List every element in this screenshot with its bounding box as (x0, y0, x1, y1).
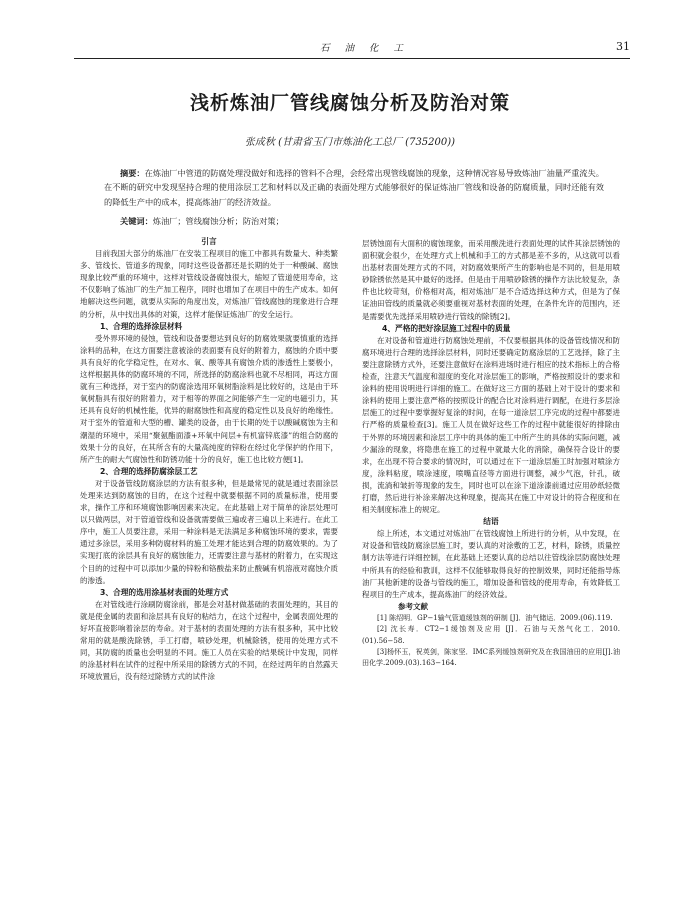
reference-item: [2] 沈长寿．CT2−1缓蚀剂及应用 [J]．石油与天然气化工．2010.(01).56−58. (362, 625, 620, 645)
header-rule (74, 58, 630, 59)
abstract-text: 在炼油厂中管道的防腐处理没做好和选择的管料不合理，会经常出现管线腐蚀的现象，这种情况容易导致炼油厂油量严重流失。在不断的研究中发现坚持合理的使用涂层工艺和材料以及正确的表面处理方式能够很好的保证炼油厂管线和设备的防腐质量，同时还能有效的降低生产中的成本，提高炼油厂的经济效益。 (104, 168, 604, 207)
body-paragraph: 在对管线进行涂刷防腐涂前，都是会对基材做基础的表面处理的，其目的就是使金属的表面和涂层具有良好的粘结力，在这个过程中，金属表面处理的好坏直接影响着涂层的寿命。对于基材的表面处理的方法有很多种，其中比较常用的就是酸洗除锈，手工打磨，喷砂处理，机械除锈，使用的处理方式不同，其防腐的质量也会明显的不同。施工人员在实验的结果统计中发现，同样的涂基材料在试件的过程中所采用的除锈方式的不同，在经过两年的自然露天环境放置后，没有经过除锈方式的试件涂 (80, 599, 338, 682)
references-heading: 参考文献 (398, 601, 428, 611)
body-paragraph: 目前我国大部分的炼油厂在安装工程项目的施工中都具有数量大、种类繁多、管线长、管道多的现象，同时这些设备都还是长期的处于一种酸碱、腐蚀现象比较严重的环境中，这样对管线设备腐蚀很大，缩短了管道使用寿命，这不仅影响了炼油厂的生产加工程序，同时也增加了在项目中的生产成本。如何地解决这些问题，就要从实际的角度出发，对炼油厂管线腐蚀的现象进行合理的分析，从中找出具体的对策，这样才能保证炼油厂的安全运行。 (80, 249, 338, 319)
page-number: 31 (616, 40, 630, 53)
subsection-heading: 3、合理的选用涂基材表面的处理方式 (100, 587, 229, 597)
subsection-heading: 4、严格的把好涂层施工过程中的质量 (382, 323, 511, 333)
abstract-paragraph (104, 166, 604, 209)
section-heading: 引言 (201, 237, 217, 246)
reference-item: [1] 陈绍明．GP−1输气管道缓蚀剂的研制 [J]．油气储运．2009.(06).119. (377, 613, 613, 622)
section-heading: 结语 (483, 517, 499, 527)
keywords-text: 炼油厂；管线腐蚀分析；防治对策； (152, 216, 284, 227)
reference-item: [3]杨怀玉，祝英剑，陈家坚．IMC系列缓蚀剂研究及在我国油田的应用[J].油田化学.2009.(03).163−164. (362, 647, 620, 668)
subsection-heading: 2、合理的选择防腐涂层工艺 (100, 466, 198, 476)
journal-name: 石 油 化 工 (320, 43, 410, 54)
paper-title: 浅析炼油厂管线腐蚀分析及防治对策 (189, 92, 510, 114)
subsection-heading: 1、合理的选择涂层材料 (100, 321, 183, 331)
abstract-label: 摘要： (120, 168, 145, 178)
author-line: 张成秋 (甘肃省玉门市炼油化工总厂 (735200)) (244, 137, 456, 148)
body-paragraph: 在对设备和管道进行防腐蚀处理前，不仅要根据具体的设备管线情况和防腐环境进行合理的选择涂层材料，同时还要确定防腐涂层的工艺选择，除了主要注意除锈方式外，还要注意做好在涂料进场时进行相应的技术指标上的合格检查，注意天气温度和湿度的变化对涂层施工的影响，严格按照设计的要求和涂料的使用说明进行详细的施工。在做好这三方面的基础上对于设计的要求和涂料的使用上要注意严格的按照设计的配合比对涂料进行调配，在进行多层涂层施工的过程中要掌握好复涂的时间，在每一道涂层工序完成的过程中都要进行严格的质量检查[3]。施工人员在做好这些工作的过程中就能很好的排除由于外界的环境因素和涂层工序中的具体的施工中所产生的具体的实际问题，减少漏涂的现象，将隐患在施工的过程中就最大化的消除，确保符合设计的要求，在出现不符合要求的情况时，可以通过在下一道涂层施工时加强对喷涂方度，涂料粘度，喷涂速度，喷嘴直径等方面进行调整，减少气泡，针孔，破损，流淌和皱折等现象的发生，同时也可以在涂下道涂漆前通过应用砂纸轻微打磨，然后进行补涂来解决这种现象，提高其在施工中对设计的符合程度和在相关制度标准上的规定。 (362, 335, 620, 515)
abstract-block (104, 166, 604, 229)
keywords-label: 关键词： (120, 216, 153, 227)
body-paragraph: 综上所述，本文通过对炼油厂在管线腐蚀上所进行的分析，从中发现，在对设备和管线防腐涂层施工时，要认真的对涂敷的工艺，材料，除锈，质量控制方法等进行详细控制，在此基础上还要认真的总结以往管线涂层防腐蚀处理中所具有的经验和教训，这样不仅能够取得良好的控制效果，同时还能指导炼油厂其他新建的设备与管线的施工，增加设备和管线的使用寿命，有效降低工程项目的生产成本，提高炼油厂的经济效益。 (362, 529, 620, 599)
body-paragraph: 对于设备管线防腐涂层的方法有很多种，但是最常见的就是通过表面涂层处理来达到防腐蚀的目的，在这个过程中就要根据不同的质量标准，使用要求，操作工序和环境腐蚀影响因素来决定。在此基础上对于简单的涂层处理可以只做两层，对于管道管线和设备就需要做三遍或者三遍以上来进行。在此工序中，施工人员要注意，采用一种涂料是无法满足多种腐蚀环境的要求，需要通过多涂层，采用多种防腐材料的施工处理才能达到合理的防腐效果的。为了实现打底的涂层具有良好的腐蚀能力，还需要注意与基材的附着力，在实现这个目的的过程中可以添加少量的锌粉和铬酸盐来防止酸碱有机溶液对腐蚀介质的渗透。 (80, 478, 338, 585)
right-column (362, 238, 620, 669)
left-column (80, 236, 338, 683)
keywords-line (104, 214, 604, 228)
body-paragraph: 受外界环境的侵蚀，管线和设备要想达到良好的防腐效果就要慎重的选择涂料的品种，在这方面要注意被涂的表面要有良好的附着力，腐蚀的介质中要具有良好的化学稳定性，在对水、氧、酸等具有腐蚀介质的渗透性上要极小，这样根据具体的防腐环境的不同，所选择的防腐涂料也就不尽相同，再这方面就有三种选择，对于室内的防腐涂选用环氧树脂涂料是比较好的，这是由于环氧树脂具有很好的附着力，对于相等的界面之间能够产生一定的电磁引力，其还具有良好的机械性能，优异的耐腐蚀性和高度的稳定性以及良好的绝缘性。对于室外的管道和大型的槽、罐类的设备，由于长期的处于以酸碱腐蚀为主和潮湿的环境中，采用“聚氨酯面漆+环氧中间层+有机富锌底漆”的组合防腐的效果十分的良好，在其所含有的大量高纯度的锌粉在经过化学保护的作用下，所产生的耐大气腐蚀性和防锈功能十分的良好，施工也比较方便[1]。 (80, 333, 338, 464)
body-paragraph: 层锈蚀面有大面积的腐蚀现象，而采用酸洗进行表面处理的试件其涂层锈蚀的面积就会很少，在处理方式上机械和手工的方式都是差不多的，从这就可以看出基材表面处理方式的不同，对防腐效果所产生的影响也是不同的，但是用喷砂除锈依然是其中最好的选择。但是由于用喷砂除锈的操作方法比较复杂，条件也比较苛刻，价格相对高，相对炼油厂是不合适选择这种方式，但是为了保证油田管线的质量就必须要重视对基材表面的处理，在条件允许的范围内，还是需要优先选择采用喷砂进行管线的除锈[2]。 (362, 239, 620, 321)
